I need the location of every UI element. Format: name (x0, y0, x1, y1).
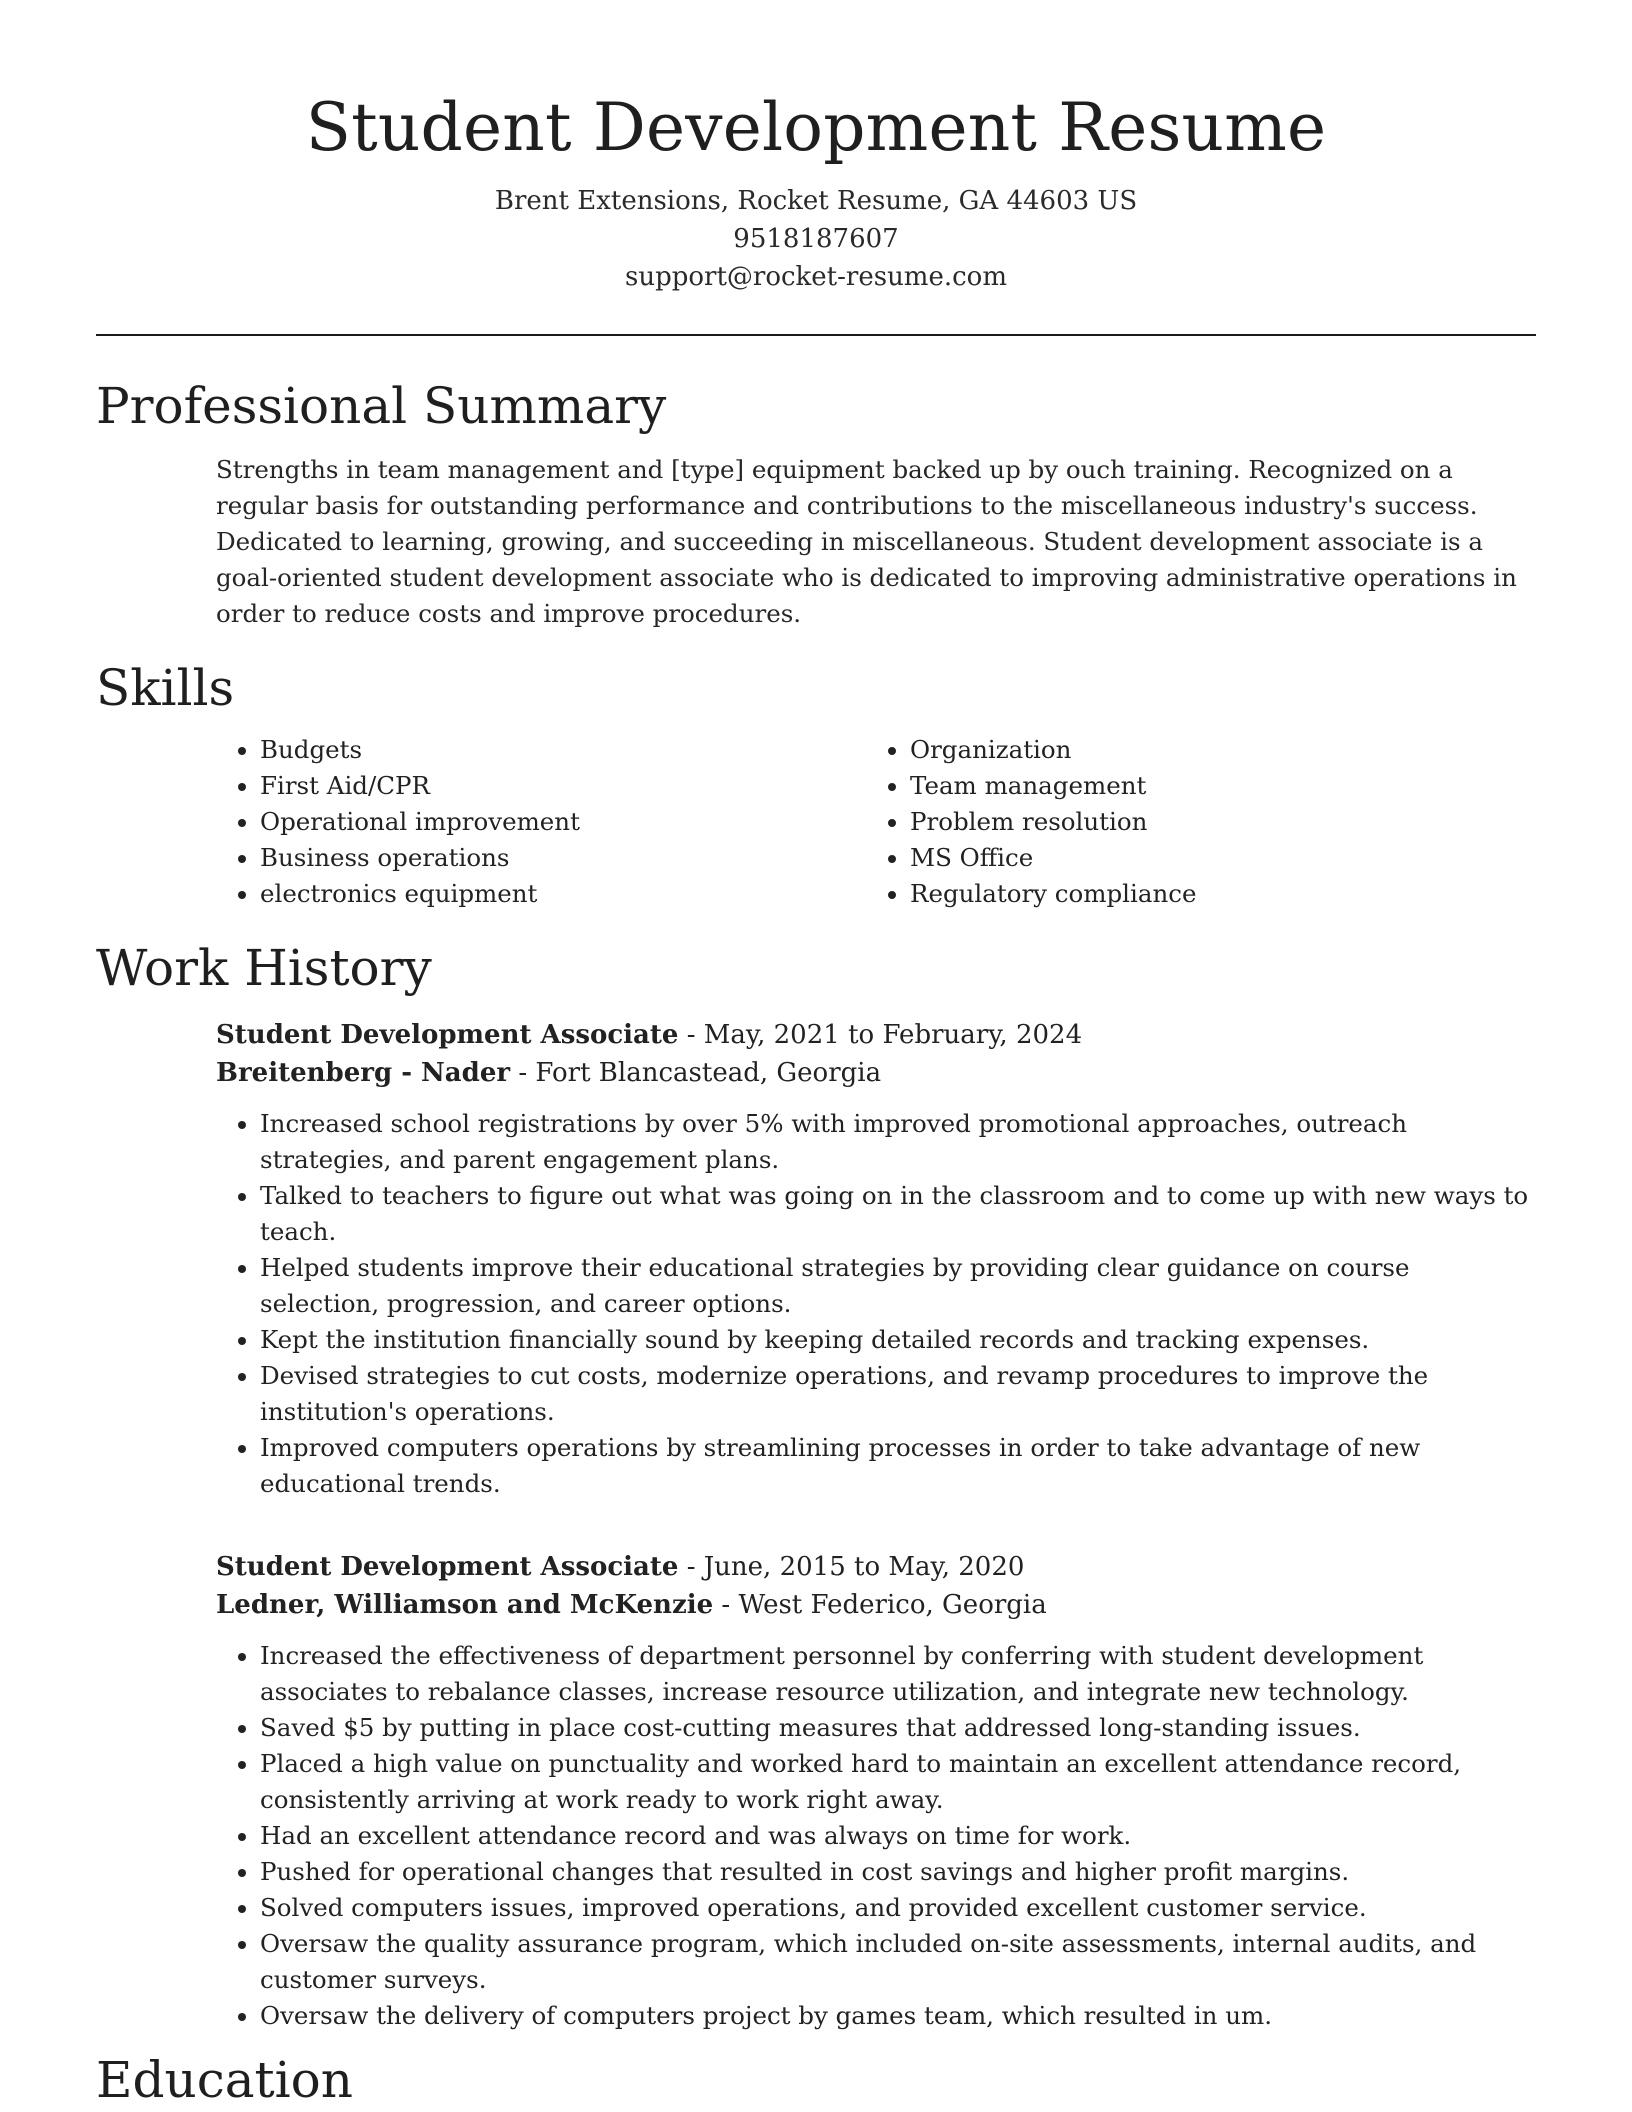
header-divider (96, 334, 1536, 336)
job-bullet: • Oversaw the quality assurance program, which included on-site assessments, internal audits, and customer surveys. (260, 1926, 1536, 1998)
skill-item: • Operational improvement (260, 804, 866, 840)
job-title: Student Development Associate (216, 1020, 679, 1050)
job-bullets (216, 1638, 1536, 2034)
job-entry (216, 1548, 1536, 2034)
job-bullet: • Had an excellent attendance record and was always on time for work. (260, 1818, 1536, 1854)
skill-item: • MS Office (910, 840, 1516, 876)
skills-list (216, 732, 1536, 912)
job-location: - Fort Blancastead, Georgia (510, 1058, 882, 1088)
job-bullet: • Placed a high value on punctuality and worked hard to maintain an excellent attendance record, consistently arriving at work ready to work right away. (260, 1746, 1536, 1818)
summary-heading: Professional Summary (96, 377, 667, 435)
contact-address: Brent Extensions, Rocket Resume, GA 44603 US (494, 186, 1138, 216)
skills-column-left (216, 732, 866, 912)
contact-email: support@rocket-resume.com (624, 262, 1007, 292)
job-company-line (216, 1054, 1536, 1092)
resume-title: Student Development Resume (305, 89, 1327, 166)
job-entry (216, 1016, 1536, 1502)
job-bullet: • Improved computers operations by streamlining processes in order to take advantage of new educational trends. (260, 1430, 1536, 1502)
job-dates: - May, 2021 to February, 2024 (678, 1020, 1083, 1050)
skills-heading: Skills (96, 659, 235, 717)
job-bullet: • Increased the effectiveness of department personnel by conferring with student development associates to rebalance classes, increase resource utilization, and integrate new technology. (260, 1638, 1536, 1710)
skill-item: • Team management (910, 768, 1516, 804)
skill-item: • Budgets (260, 732, 866, 768)
skill-item: • Business operations (260, 840, 866, 876)
job-location: - West Federico, Georgia (713, 1590, 1047, 1620)
job-company: Ledner, Williamson and McKenzie (216, 1590, 714, 1620)
contact-block (96, 182, 1536, 296)
job-company-line (216, 1586, 1536, 1624)
job-bullet: • Solved computers issues, improved operations, and provided excellent customer service. (260, 1890, 1536, 1926)
job-title-line (216, 1016, 1536, 1054)
summary-text: Strengths in team management and [type] equipment backed up by ouch training. Recognized on a regular basis for outstanding performance and contributions to the miscellaneous industry's success. Dedicated to learning, growing, and succeeding in miscellaneous. Student development associate is a goal-oriented student development associate who is dedicated to improving administrative operations in order to reduce costs and improve procedures. (216, 455, 1517, 628)
skill-item: • Regulatory compliance (910, 876, 1516, 912)
skill-item: • electronics equipment (260, 876, 866, 912)
job-bullet: • Saved $5 by putting in place cost-cutting measures that addressed long-standing issues. (260, 1710, 1536, 1746)
contact-phone: 9518187607 (733, 224, 899, 254)
job-title-line (216, 1548, 1536, 1586)
skill-item: • First Aid/CPR (260, 768, 866, 804)
job-bullet: • Kept the institution financially sound by keeping detailed records and tracking expenses. (260, 1322, 1536, 1358)
job-dates: - June, 2015 to May, 2020 (678, 1552, 1025, 1582)
job-bullet: • Increased school registrations by over 5% with improved promotional approaches, outreach strategies, and parent engagement plans. (260, 1106, 1536, 1178)
job-bullet: • Pushed for operational changes that resulted in cost savings and higher profit margins. (260, 1854, 1536, 1890)
work-history-heading: Work History (96, 939, 432, 997)
skills-column-right (866, 732, 1516, 912)
job-bullet: • Talked to teachers to figure out what was going on in the classroom and to come up with new ways to teach. (260, 1178, 1536, 1250)
job-bullet: • Devised strategies to cut costs, modernize operations, and revamp procedures to improve the institution's operations. (260, 1358, 1536, 1430)
education-heading: Education (96, 2051, 353, 2109)
resume-page (96, 0, 1536, 2112)
job-bullet: • Helped students improve their educational strategies by providing clear guidance on course selection, progression, and career options. (260, 1250, 1536, 1322)
job-company: Breitenberg - Nader (216, 1058, 511, 1088)
skill-item: • Organization (910, 732, 1516, 768)
skill-item: • Problem resolution (910, 804, 1516, 840)
job-title: Student Development Associate (216, 1552, 679, 1582)
job-bullet: • Oversaw the delivery of computers project by games team, which resulted in um. (260, 1998, 1536, 2034)
job-bullets (216, 1106, 1536, 1502)
